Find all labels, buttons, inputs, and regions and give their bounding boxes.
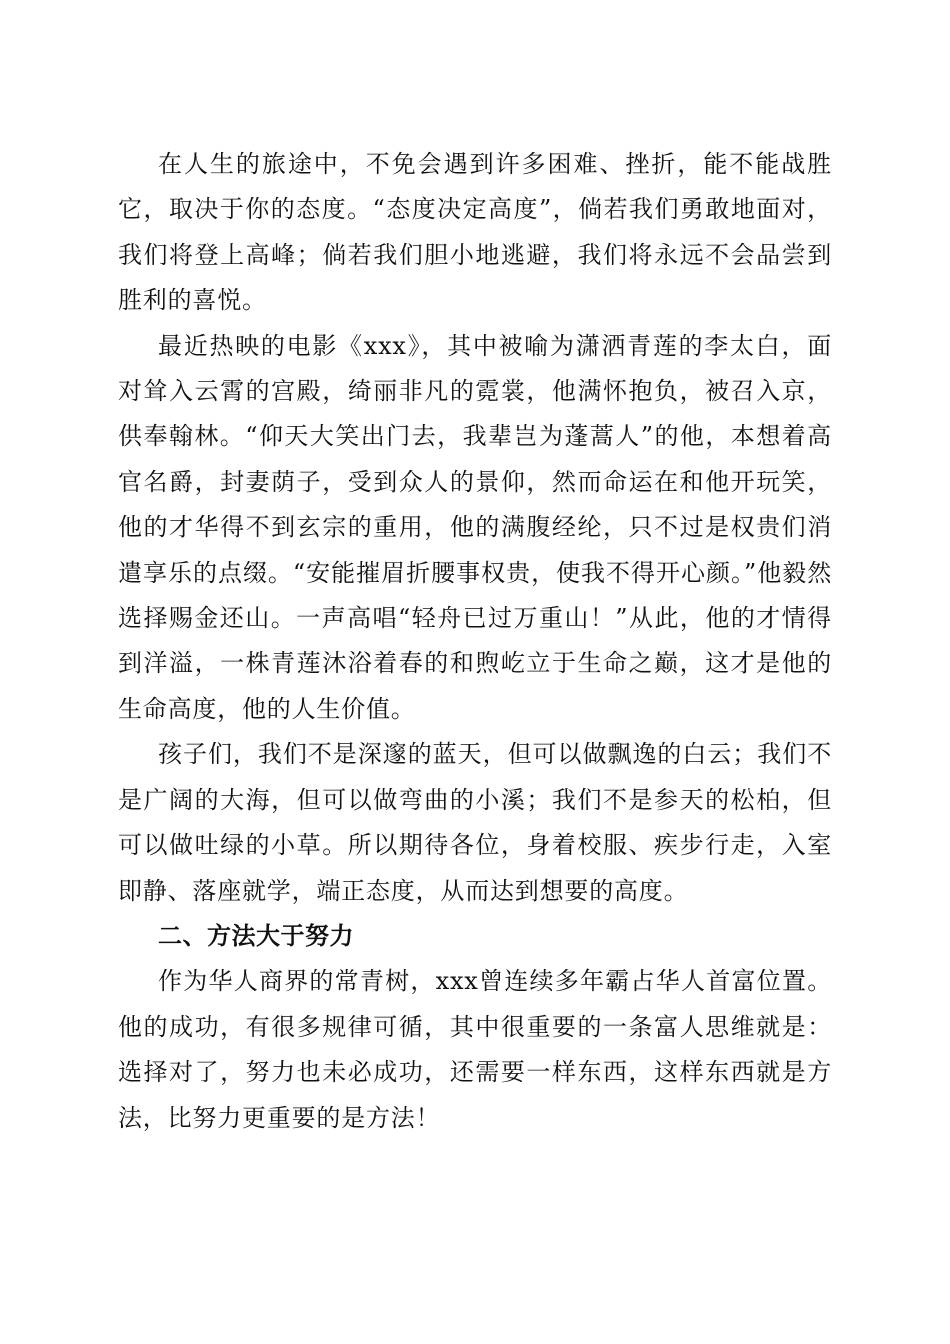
section-heading-method: 二、方法大于努力 — [158, 921, 354, 950]
paragraph-children-exhortation: 孩子们，我们不是深邃的蓝天，但可以做飘逸的白云；我们不是广阔的大海，但可以做弯曲的小溪；我们不是参天的松柏，但可以做吐绿的小草。所以期待各位，身着校服、疾步行走，入室即静、落座就学，端正态度，从而达到想要的高度。 — [118, 740, 832, 905]
paragraph-li-bai-story: 最近热映的电影《xxx》，其中被喻为潇洒青莲的李太白，面对耸入云霄的宫殿，绮丽非凡的霓裳，他满怀抱负，被召入京，供奉翰林。“仰天大笑出门去，我辈岂为蓬蒿人”的他，本想着高官名爵，封妻荫子，受到众人的景仰，然而命运在和他开玩笑，他的才华得不到玄宗的重用，他的满腹经纶，只不过是权贵们消遣享乐的点缀。“安能摧眉折腰事权贵，使我不得开心颜。”他毅然选择赐金还山。一声高唱“轻舟已过万重山！”从此，他的才情得到洋溢，一株青莲沐浴着春的和煦屹立于生命之巅，这才是他的生命高度，他的人生价值。 — [118, 331, 832, 723]
paragraph-attitude-intro: 在人生的旅途中，不免会遇到许多困难、挫折，能不能战胜它，取决于你的态度。“态度决定高度”，倘若我们勇敢地面对，我们将登上高峰；倘若我们胆小地逃避，我们将永远不会品尝到胜利的喜悦。 — [118, 150, 832, 315]
paragraph-method-over-effort: 作为华人商界的常青树，xxx曾连续多年霸占华人首富位置。他的成功，有很多规律可循，其中很重要的一条富人思维就是：选择对了，努力也未必成功，还需要一样东西，这样东西就是方法，比努力更重要的是方法！ — [118, 967, 832, 1132]
document-body — [118, 142, 832, 1141]
